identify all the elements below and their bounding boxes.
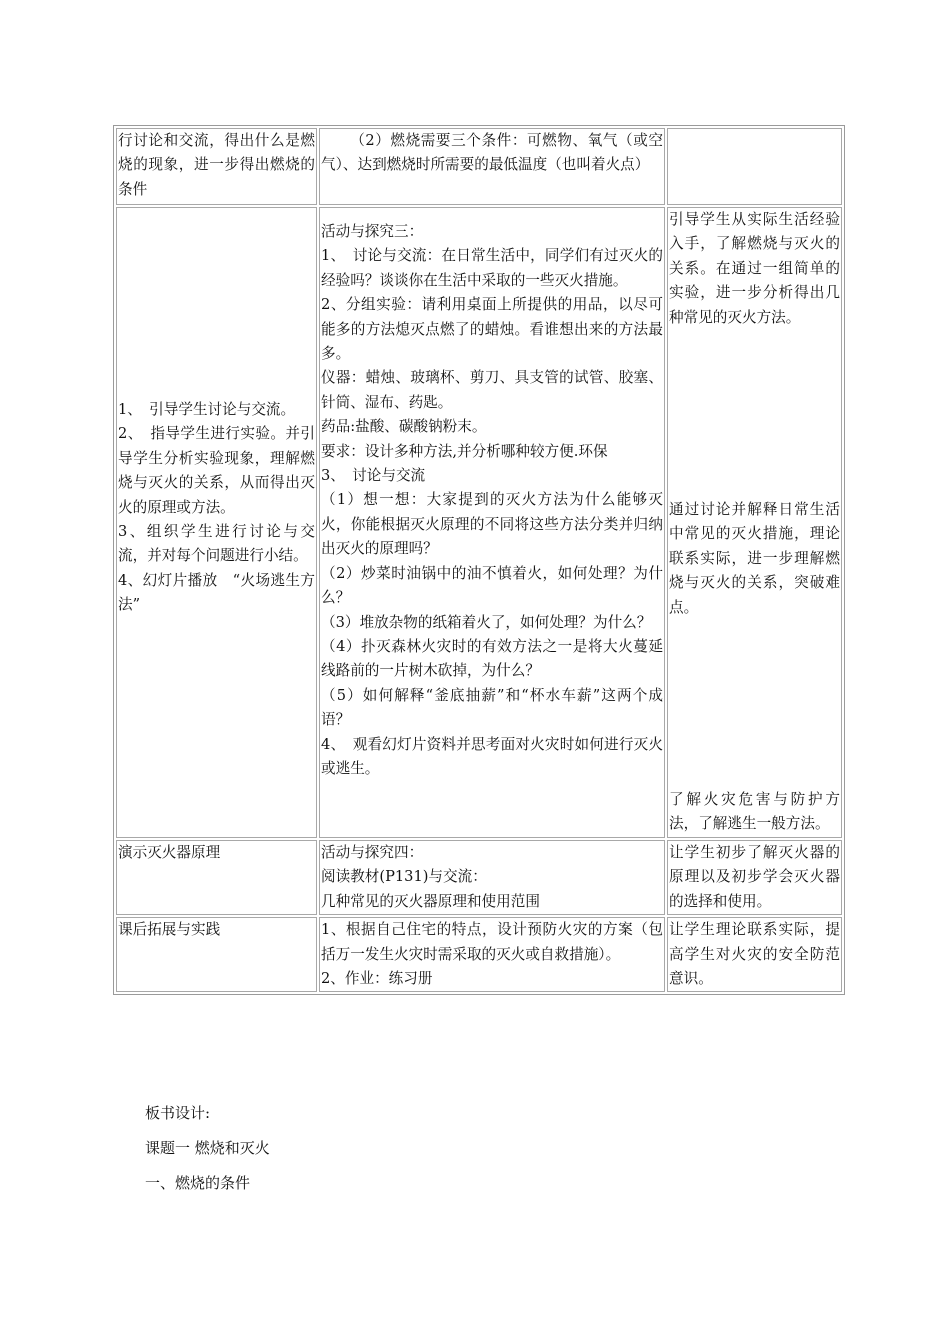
cell-text: 仪器：蜡烛、玻璃杯、剪刀、具支管的试管、胶塞、针筒、湿布、药匙。	[321, 369, 663, 411]
cell-text: 行讨论和交流，得出什么是燃烧的现象，进一步得出燃烧的条件	[118, 132, 315, 198]
table-row	[116, 917, 842, 992]
design-intent-cell	[667, 128, 842, 205]
cell-text: （1）想一想：大家提到的灭火方法为什么能够灭火，你能根据灭火原理的不同将这些方法分类并归纳出灭火的原理吗？	[321, 491, 663, 558]
table-row	[116, 840, 842, 915]
table-row	[116, 207, 842, 838]
cell-text: 几种常见的灭火器原理和使用范围	[321, 892, 540, 910]
lesson-plan-table	[113, 125, 845, 995]
notes-heading: 板书设计:	[145, 1104, 211, 1122]
cell-text: 课后拓展与实践	[118, 921, 221, 939]
blackboard-design-notes	[145, 1096, 270, 1201]
cell-text: 了解火灾危害与防护方法，了解逃生一般方法。	[669, 791, 840, 833]
teacher-activity-cell	[116, 128, 317, 205]
student-activity-cell	[319, 917, 665, 992]
cell-text: 4、 观看幻灯片资料并思考面对火灾时如何进行灭火或逃生。	[321, 735, 663, 777]
cell-text: 演示灭火器原理	[118, 843, 221, 861]
cell-text: 4、幻灯片播放 “火场逃生方法”	[118, 571, 315, 614]
cell-text: 通过讨论并解释日常生活中常见的灭火措施，理论联系实际，进一步理解燃烧与灭火的关系，突破难点。	[669, 501, 840, 616]
student-activity-cell	[319, 128, 665, 205]
teacher-activity-cell	[116, 840, 317, 915]
design-intent-cell	[667, 840, 842, 915]
cell-text: 1、根据自己住宅的特点，设计预防火灾的方案（包括万一发生火灾时需采取的灭火或自救措施）。	[321, 921, 663, 963]
cell-text: 要求：设计多种方法,并分析哪种较方便.环保	[321, 442, 608, 460]
cell-text: 让学生理论联系实际，提高学生对火灾的安全防范意识。	[669, 921, 840, 987]
cell-text: 1、 引导学生讨论与交流。	[118, 401, 296, 418]
cell-text: （4）扑灭森林火灾时的有效方法之一是将大火蔓延线路前的一片树木砍掉，为什么？	[321, 637, 663, 680]
design-intent-cell	[667, 207, 842, 838]
notes-title: 课题一 燃烧和灭火	[145, 1139, 270, 1157]
notes-section: 一、燃烧的条件	[145, 1174, 251, 1192]
cell-text: 2、 指导学生进行实验。并引导学生分析实验现象，理解燃烧与灭火的关系，从而得出灭火的原理或方法。	[118, 425, 315, 516]
design-intent-cell	[667, 917, 842, 992]
teacher-activity-cell	[116, 207, 317, 838]
cell-text: 3、组织学生进行讨论与交流，并对每个问题进行小结。	[118, 523, 315, 565]
cell-text: 阅读教材(P131)与交流：	[321, 868, 487, 886]
cell-text: 引导学生从实际生活经验入手，了解燃烧与灭火的关系。在通过一组简单的实验，进一步分析得出几种常见的灭火方法。	[669, 211, 840, 326]
cell-text: 药品:盐酸、碳酸钠粉末。	[321, 418, 487, 436]
table-row	[116, 128, 842, 205]
cell-text: （5）如何解释“釜底抽薪”和“杯水车薪”这两个成语？	[321, 686, 663, 729]
cell-text: 活动与探究四：	[321, 843, 424, 861]
cell-text: 2、作业：练习册	[321, 969, 433, 987]
cell-text: 让学生初步了解灭火器的原理以及初步学会灭火器的选择和使用。	[669, 843, 840, 910]
cell-text: （3）堆放杂物的纸箱着火了，如何处理？为什么？	[321, 613, 652, 631]
cell-text: （2）炒菜时油锅中的油不慎着火，如何处理？为什么？	[321, 564, 663, 607]
cell-text: 3、 讨论与交流	[321, 467, 426, 485]
cell-text: （2）燃烧需要三个条件：可燃物、氧气（或空气）、达到燃烧时所需要的最低温度（也叫着火点）	[321, 132, 663, 174]
cell-text: 活动与探究三：	[321, 223, 424, 240]
teacher-activity-cell	[116, 917, 317, 992]
student-activity-cell	[319, 207, 665, 838]
cell-text: 2、分组实验：请利用桌面上所提供的用品，以尽可能多的方法熄灭点燃了的蜡烛。看谁想出来的方法最多。	[321, 296, 663, 363]
student-activity-cell	[319, 840, 665, 915]
cell-text: 1、 讨论与交流：在日常生活中，同学们有过灭火的经验吗？谈谈你在生活中采取的一些灭火措施。	[321, 247, 663, 289]
